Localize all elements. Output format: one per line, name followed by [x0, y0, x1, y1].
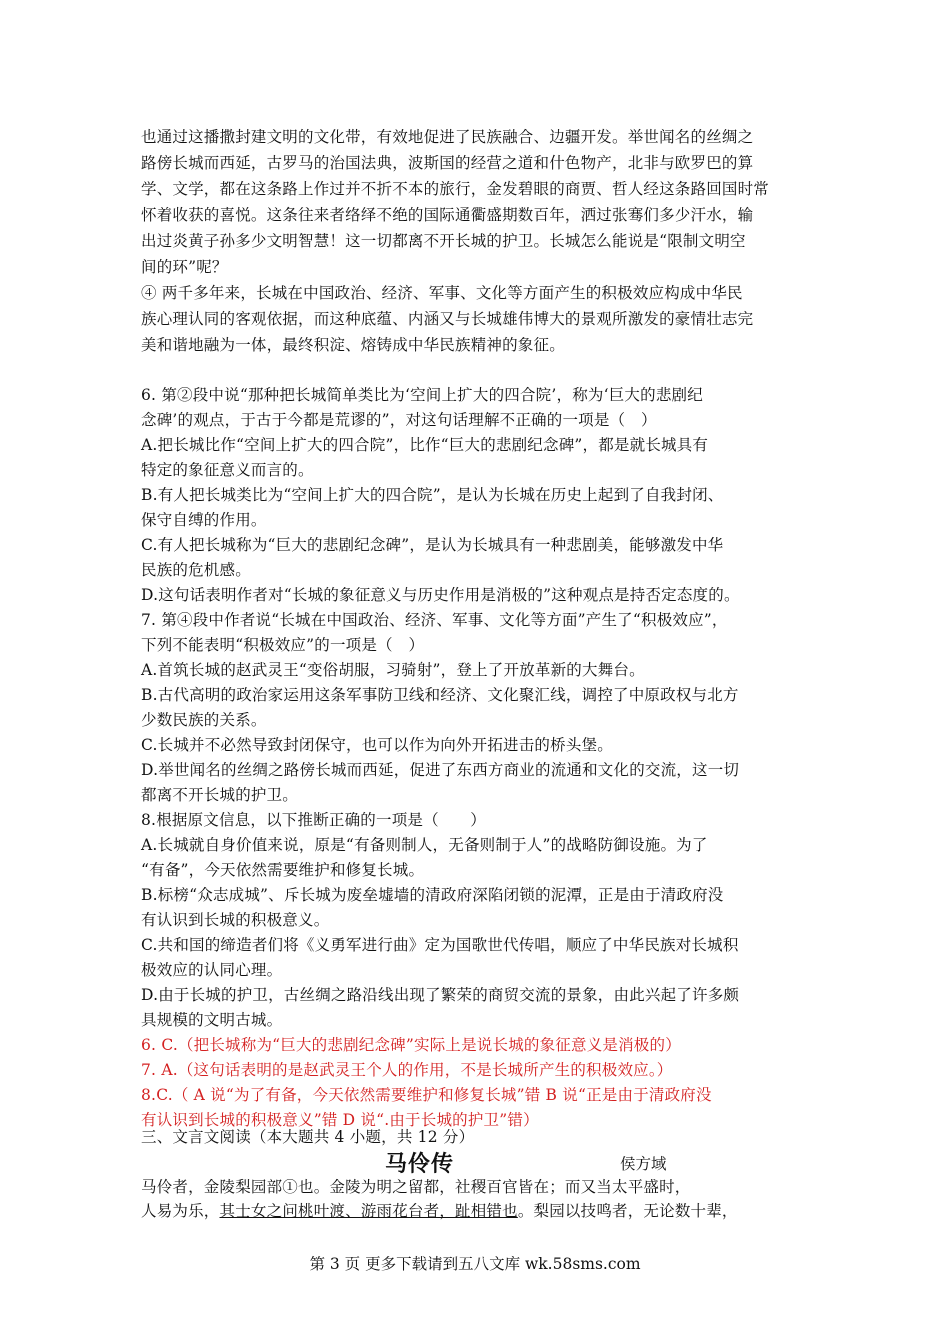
classical-text-line: 马伶者，金陵梨园部①也。金陵为明之留都，社稷百官皆在；而又当太平盛时，: [141, 1178, 691, 1196]
page-footer: 第 3 页 更多下载请到五八文库 wk.58sms.com: [309, 1255, 641, 1273]
question-line: 有认识到长城的积极意义。: [141, 911, 330, 929]
question-line: 念碑’的观点，于古于今都是荒谬的”，对这句话理解不正确的一项是（ ）: [141, 411, 657, 429]
question-line: 极效应的认同心理。: [141, 961, 283, 979]
question-line: B.古代高明的政治家运用这条军事防卫线和经济、文化聚汇线，调控了中原政权与北方: [141, 686, 739, 704]
question-line: 少数民族的关系。: [141, 711, 267, 729]
question-line: 8.根据原文信息，以下推断正确的一项是（ ）: [141, 811, 486, 829]
answer-line: 7. A.（这句话表明的是赵武灵王个人的作用，不是长城所产生的积极效应。）: [141, 1061, 673, 1079]
question-line: 保守自缚的作用。: [141, 511, 267, 529]
answer-line: 6. C.（把长城称为“巨大的悲剧纪念碑”实际上是说长城的象征意义是消极的）: [141, 1036, 681, 1054]
passage-line: ④ 两千多年来，长城在中国政治、经济、军事、文化等方面产生的积极效应构成中华民: [141, 284, 743, 302]
question-line: D.由于长城的护卫，古丝绸之路沿线出现了繁荣的商贸交流的景象，由此兴起了许多颇: [141, 986, 740, 1004]
question-line: 特定的象征意义而言的。: [141, 461, 314, 479]
question-line: B.标榜“众志成城”、斥长城为废垒墟墙的清政府深陷闭锁的泥潭，正是由于清政府没: [141, 886, 724, 904]
text-segment: 。梨园以技鸣者，无论数十辈，: [517, 1202, 738, 1220]
underlined-sentence: 其士女之问桃叶渡、游雨花台者，趾相错也: [219, 1202, 518, 1220]
question-line: C.长城并不必然导致封闭保守，也可以作为向外开拓进击的桥头堡。: [141, 736, 613, 754]
passage-line: 路傍长城而西延，古罗马的治国法典，波斯国的经营之道和什色物产，北非与欧罗巴的算: [141, 154, 754, 172]
question-line: 下列不能表明“积极效应”的一项是（ ）: [141, 636, 425, 654]
question-line: C.有人把长城称为“巨大的悲剧纪念碑”，是认为长城具有一种悲剧美，能够激发中华: [141, 536, 724, 554]
question-line: “有备”，今天依然需要维护和修复长城。: [141, 861, 425, 879]
question-line: A.长城就自身价值来说，原是“有备则制人，无备则制于人”的战略防御设施。为了: [141, 836, 708, 854]
section-heading: 三、文言文阅读（本大题共 4 小题，共 12 分）: [141, 1128, 475, 1146]
question-line: 7. 第④段中作者说“长城在中国政治、经济、军事、文化等方面”产生了“积极效应”，: [141, 611, 728, 629]
text-segment: 人易为乐，: [141, 1202, 220, 1220]
passage-line: 出过炎黄子孙多少文明智慧！这一切都离不开长城的护卫。长城怎么能说是“限制文明空: [141, 232, 746, 250]
question-line: C.共和国的缔造者们将《义勇军进行曲》定为国歌世代传唱，顺应了中华民族对长城积: [141, 936, 739, 954]
question-line: 民族的危机感。: [141, 561, 251, 579]
question-line: 6. 第②段中说“那种把长城简单类比为‘空间上扩大的四合院’，称为‘巨大的悲剧纪: [141, 386, 703, 404]
question-line: D.这句话表明作者对“长城的象征意义与历史作用是消极的”这种观点是持否定态度的。: [141, 586, 740, 604]
essay-author: 侯方域: [620, 1155, 667, 1173]
passage-line: 怀着收获的喜悦。这条往来者络绎不绝的国际通衢盛期数百年，洒过张骞们多少汗水，输: [141, 206, 754, 224]
question-line: 都离不开长城的护卫。: [141, 786, 299, 804]
passage-line: 也通过这播撒封建文明的文化带，有效地促进了民族融合、边疆开发。举世闻名的丝绸之: [141, 128, 754, 146]
question-line: B.有人把长城类比为“空间上扩大的四合院”，是认为长城在历史上起到了自我封闭、: [141, 486, 724, 504]
question-line: 具规模的文明古城。: [141, 1011, 283, 1029]
answer-line: 8.C.（ A 说“为了有备，今天依然需要维护和修复长城”错 B 说“正是由于清政府没: [141, 1086, 712, 1104]
question-line: D.举世闻名的丝绸之路傍长城而西延，促进了东西方商业的流通和文化的交流，这一切: [141, 761, 740, 779]
passage-line: 学、文学，都在这条路上作过并不折不本的旅行，金发碧眼的商贾、哲人经这条路回国时常: [141, 180, 770, 198]
classical-text-line: [141, 1201, 821, 1221]
question-line: A.首筑长城的赵武灵王“变俗胡服，习骑射”，登上了开放革新的大舞台。: [141, 661, 645, 679]
essay-title: 马伶传: [385, 1151, 455, 1177]
question-line: A.把长城比作“空间上扩大的四合院”，比作“巨大的悲剧纪念碑”，都是就长城具有: [141, 436, 709, 454]
passage-line: 美和谐地融为一体，最终积淀、熔铸成中华民族精神的象征。: [141, 336, 565, 354]
answer-line: 有认识到长城的积极意义”错 D 说“.由于长城的护卫”错）: [141, 1111, 539, 1129]
passage-line: 族心理认同的客观依据，而这种底蕴、内涵又与长城雄伟博大的景观所激发的豪情壮志完: [141, 310, 754, 328]
passage-line: 间的环”呢？: [141, 258, 228, 276]
